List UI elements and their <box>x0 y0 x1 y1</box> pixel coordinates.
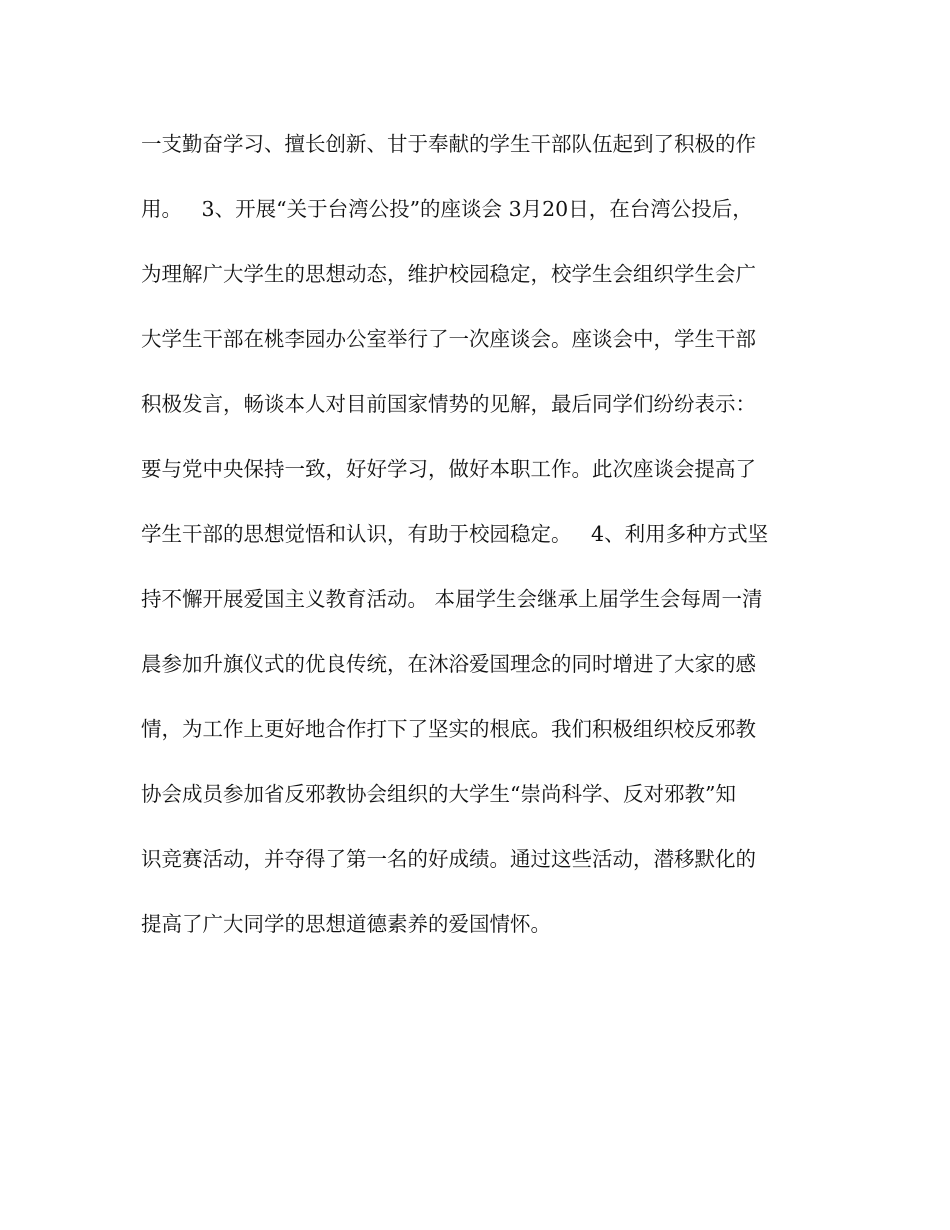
text-line: 晨参加升旗仪式的优良传统，在沐浴爱国理念的同时增进了大家的感 <box>141 652 756 676</box>
text-line: 协会成员参加省反邪教协会组织的大学生“崇尚科学、反对邪教”知 <box>141 782 736 806</box>
text-line: 要与党中央保持一致，好好学习，做好本职工作。此次座谈会提高了 <box>141 457 756 481</box>
text-line: 为理解广大学生的思想动态，维护校园稳定，校学生会组织学生会广 <box>141 262 756 286</box>
text-line: 情，为工作上更好地合作打下了坚实的根底。我们积极组织校反邪教 <box>141 717 756 741</box>
text-line: 学生干部的思想觉悟和认识，有助于校园稳定。 4、利用多种方式坚 <box>141 522 769 546</box>
text-line: 大学生干部在桃李园办公室举行了一次座谈会。座谈会中，学生干部 <box>141 327 756 351</box>
text-line: 积极发言，畅谈本人对目前国家情势的见解，最后同学们纷纷表示： <box>141 392 756 416</box>
text-line: 持不懈开展爱国主义教育活动。 本届学生会继承上届学生会每周一清 <box>141 587 763 611</box>
text-line: 一支勤奋学习、擅长创新、甘于奉献的学生干部队伍起到了积极的作 <box>141 132 756 156</box>
text-line: 提高了广大同学的思想道德素养的爱国情怀。 <box>141 912 551 936</box>
text-line: 识竞赛活动，并夺得了第一名的好成绩。通过这些活动，潜移默化的 <box>141 847 756 871</box>
text-line: 用。 3、开展“关于台湾公投”的座谈会 3月20日，在台湾公投后， <box>141 197 753 221</box>
body-text <box>141 124 821 969</box>
